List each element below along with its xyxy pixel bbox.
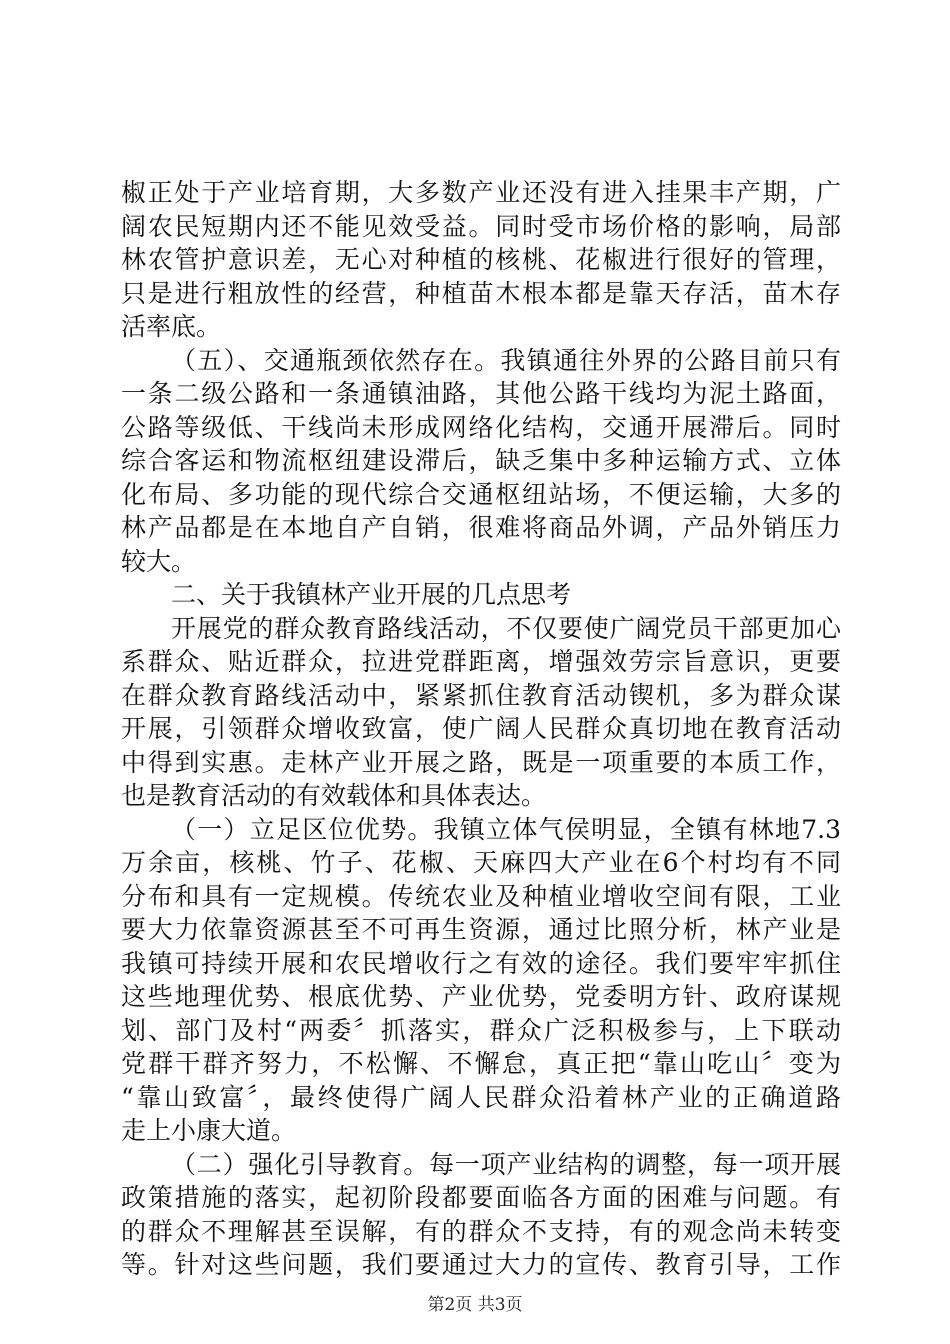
text-line: 较大。 xyxy=(121,546,197,576)
text-line: 综合客运和物流枢纽建设滞后，缺乏集中多种运输方式、立体 xyxy=(121,446,841,475)
text-line: 林产品都是在本地自产自销，很难将商品外调，产品外销压力 xyxy=(121,513,841,542)
text-line: （五）、交通瓶颈依然存在。我镇通往外界的公路目前只有 xyxy=(171,345,841,375)
text-line: 林农管护意识差，无心对种植的核桃、花椒进行很好的管理， xyxy=(121,245,841,274)
text-line: 等。针对这些问题，我们要通过大力的宣传、教育引导，工作 xyxy=(121,1250,841,1279)
text-line: “靠山致富〞，最终使得广阔人民群众沿着林产业的正确道路 xyxy=(121,1082,841,1112)
text-line: （一）立足区位优势。我镇立体气侯明显，全镇有林地7.3 xyxy=(171,814,841,844)
text-line: 党群干群齐努力，不松懈、不懈怠，真正把“靠山吃山〞变为 xyxy=(121,1049,841,1078)
text-line: 在群众教育路线活动中，紧紧抓住教育活动锲机，多为群众谋 xyxy=(121,680,841,710)
text-line: 活率底。 xyxy=(121,312,222,341)
text-line: 二、关于我镇林产业开展的几点思考 xyxy=(171,580,572,609)
text-line: 公路等级低、干线尚未形成网络化结构，交通开展滞后。同时 xyxy=(121,412,841,442)
text-line: （二）强化引导教育。每一项产业结构的调整，每一项开展 xyxy=(171,1149,841,1179)
text-line: 开展党的群众教育路线活动，不仅要使广阔党员干部更加心 xyxy=(171,613,841,643)
text-line: 划、部门及村“两委〞抓落实，群众广泛积极参与，上下联动 xyxy=(121,1015,841,1045)
text-line: 阔农民短期内还不能见效受益。同时受市场价格的影响，局部 xyxy=(121,211,841,241)
page-footer: 第2页 共3页 xyxy=(427,1295,523,1315)
text-line: 政策措施的落实，起初阶段都要面临各方面的困难与问题。有 xyxy=(121,1183,841,1212)
text-line: 我镇可持续开展和农民增收行之有效的途径。我们要牢牢抓住 xyxy=(121,948,841,978)
text-line: 椒正处于产业培育期，大多数产业还没有进入挂果丰产期，广 xyxy=(121,178,841,207)
text-line: 的群众不理解甚至误解，有的群众不支持，有的观念尚未转变 xyxy=(121,1216,841,1246)
text-line: 系群众、贴近群众，拉进党群距离，增强效劳宗旨意识，更要 xyxy=(121,647,841,676)
text-line: 化布局、多功能的现代综合交通枢纽站场，不便运输，大多的 xyxy=(121,479,841,509)
text-line: 万余亩，核桃、竹子、花椒、天麻四大产业在6个村均有不同 xyxy=(121,848,841,877)
text-line: 一条二级公路和一条通镇油路，其他公路干线均为泥土路面， xyxy=(121,379,841,408)
text-line: 中得到实惠。走林产业开展之路，既是一项重要的本质工作， xyxy=(121,747,841,777)
text-line: 开展，引领群众增收致富，使广阔人民群众真切地在教育活动 xyxy=(121,714,841,743)
text-line: 也是教育活动的有效载体和具体表达。 xyxy=(121,781,547,810)
text-line: 分布和具有一定规模。传统农业及种植业增收空间有限，工业 xyxy=(121,881,841,911)
body-text xyxy=(121,176,841,1282)
text-line: 这些地理优势、根底优势、产业优势，党委明方针、政府谋规 xyxy=(121,982,841,1011)
text-line: 要大力依靠资源甚至不可再生资源，通过比照分析，林产业是 xyxy=(121,915,841,944)
text-line: 只是进行粗放性的经营，种植苗木根本都是靠天存活，苗木存 xyxy=(121,278,841,308)
text-line: 走上小康大道。 xyxy=(121,1116,297,1145)
